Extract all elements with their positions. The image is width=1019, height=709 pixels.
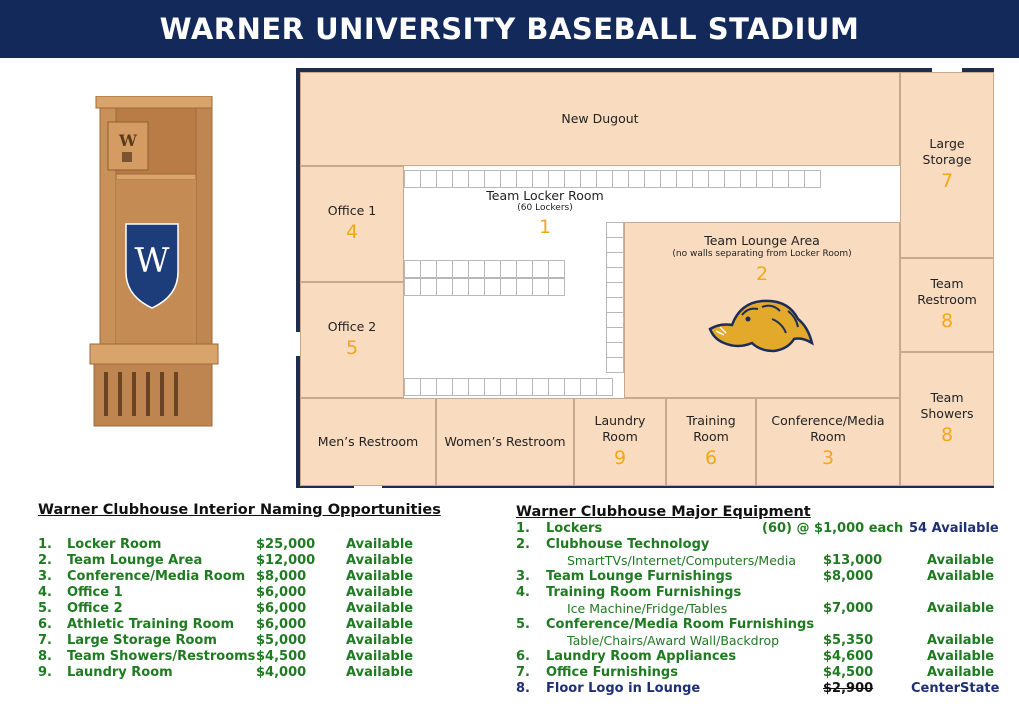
room-new-dugout [300, 72, 900, 166]
naming-price: $6,000 [256, 617, 307, 632]
naming-number: 1. [38, 537, 52, 552]
naming-number: 8. [38, 649, 52, 664]
equipment-status: Available [927, 601, 995, 616]
floor-plan [296, 68, 994, 488]
room-office-2 [300, 282, 404, 398]
naming-price: $6,000 [256, 585, 307, 600]
locker-row-middle-lower [404, 278, 574, 296]
room-number: 8 [940, 310, 954, 333]
room-office-1 [300, 166, 404, 282]
equipment-status: Available [927, 633, 995, 648]
naming-number: 7. [38, 633, 52, 648]
svg-text:W: W [119, 131, 137, 150]
equipment-number: 3. [516, 569, 530, 584]
naming-room: Athletic Training Room [67, 617, 235, 632]
room-laundry [574, 398, 666, 486]
room-label: Storage [922, 151, 972, 167]
room-label: Training Room [686, 413, 736, 444]
room-mens-restroom [300, 398, 436, 486]
equipment-status: CenterState [911, 681, 1000, 696]
equipment-name: Laundry Room Appliances [546, 649, 737, 664]
room-large-storage [900, 72, 994, 258]
locker-row-middle-upper [404, 260, 574, 278]
naming-room: Conference/Media Room [67, 569, 246, 584]
naming-title: Warner Clubhouse Interior Naming Opportunities [38, 502, 441, 518]
room-number: 4 [345, 221, 359, 244]
lion-logo [702, 289, 822, 359]
equipment-status: Available [927, 553, 995, 568]
equipment-number: 8. [516, 681, 530, 696]
naming-price: $6,000 [256, 601, 307, 616]
naming-price: $4,000 [256, 665, 307, 680]
equipment-price: $8,000 [823, 569, 874, 584]
room-number: 1 [538, 216, 552, 238]
title-banner [0, 0, 1019, 58]
equipment-detail: (60) @ $1,000 each [762, 521, 904, 536]
naming-status: Available [346, 633, 414, 648]
equipment-name: Clubhouse Technology [546, 537, 710, 552]
equipment-price: $4,500 [823, 665, 874, 680]
locker-illustration [86, 96, 222, 436]
equipment-number: 6. [516, 649, 530, 664]
naming-status: Available [346, 569, 414, 584]
room-number: 7 [940, 170, 954, 193]
equipment-price: $13,000 [823, 553, 883, 568]
equipment-price: $4,600 [823, 649, 874, 664]
equipment-name: Floor Logo in Lounge [546, 681, 701, 696]
naming-price: $5,000 [256, 633, 307, 648]
svg-text:W: W [134, 241, 170, 281]
naming-status: Available [346, 649, 414, 664]
page-title: WARNER UNIVERSITY BASEBALL STADIUM [159, 12, 860, 46]
equipment-name: Team Lounge Furnishings [546, 569, 733, 584]
naming-room: Large Storage Room [67, 633, 217, 648]
room-number: 8 [940, 424, 954, 447]
room-label: Large [929, 136, 965, 151]
naming-room: Team Showers/Restrooms [67, 649, 256, 664]
naming-price: $25,000 [256, 537, 316, 552]
room-label: Women’s Restroom [444, 434, 566, 450]
naming-status: Available [346, 537, 414, 552]
naming-room: Office 1 [67, 585, 123, 600]
naming-price: $4,500 [256, 649, 307, 664]
naming-status: Available [346, 665, 414, 680]
equipment-name: Training Room Furnishings [546, 585, 742, 600]
naming-status: Available [346, 553, 414, 568]
room-label: Conference/Media Room [771, 413, 885, 444]
naming-number: 4. [38, 585, 52, 600]
locker-row-bottom [404, 378, 624, 396]
room-conference-media [756, 398, 900, 486]
room-label: Team [930, 276, 964, 291]
naming-room: Office 2 [67, 601, 123, 616]
equipment-name: Office Furnishings [546, 665, 678, 680]
room-team-restroom [900, 258, 994, 352]
room-team-showers [900, 352, 994, 486]
equipment-status: Available [927, 649, 995, 664]
equipment-price: $2,900 [823, 681, 874, 696]
room-note: (no walls separating from Locker Room) [672, 248, 852, 259]
room-label: Men’s Restroom [317, 434, 419, 450]
room-label: Team Lounge Area [704, 233, 820, 248]
equipment-number: 2. [516, 537, 530, 552]
naming-status: Available [346, 601, 414, 616]
naming-number: 5. [38, 601, 52, 616]
room-label: New Dugout [561, 111, 639, 127]
naming-status: Available [346, 617, 414, 632]
room-number: 3 [821, 447, 835, 470]
naming-room: Team Lounge Area [67, 553, 203, 568]
naming-price: $8,000 [256, 569, 307, 584]
room-label: Team [930, 390, 964, 405]
equipment-sub: Table/Chairs/Award Wall/Backdrop [567, 633, 780, 648]
room-team-lounge [624, 222, 900, 398]
room-number: 2 [755, 262, 769, 285]
room-note: (60 Lockers) [517, 203, 573, 213]
equipment-price: $7,000 [823, 601, 874, 616]
room-label: Team Locker Room [486, 188, 604, 203]
room-label: Restroom [917, 291, 977, 307]
equipment-title: Warner Clubhouse Major Equipment [516, 504, 811, 520]
door-opening [296, 332, 300, 356]
room-womens-restroom [436, 398, 574, 486]
room-number: 6 [704, 447, 718, 470]
equipment-price: $5,350 [823, 633, 874, 648]
room-label: Office 1 [327, 202, 377, 218]
equipment-sub: Ice Machine/Fridge/Tables [567, 601, 728, 616]
room-number: 9 [613, 447, 627, 470]
room-training [666, 398, 756, 486]
equipment-sub: SmartTVs/Internet/Computers/Media [567, 553, 796, 568]
locker-row-top [404, 170, 846, 188]
room-label: Showers [920, 405, 974, 421]
naming-room: Locker Room [67, 537, 162, 552]
door-opening [994, 84, 998, 112]
equipment-number: 1. [516, 521, 530, 536]
locker-room-label [460, 188, 630, 238]
naming-number: 9. [38, 665, 52, 680]
naming-room: Laundry Room [67, 665, 173, 680]
door-opening [932, 68, 962, 72]
equipment-status: Available [927, 569, 995, 584]
room-label: Laundry Room [594, 413, 646, 444]
equipment-status: Available [927, 665, 995, 680]
room-number: 5 [345, 337, 359, 360]
naming-number: 6. [38, 617, 52, 632]
equipment-name: Lockers [546, 521, 603, 536]
equipment-number: 7. [516, 665, 530, 680]
equipment-number: 4. [516, 585, 530, 600]
room-label: Office 2 [327, 318, 377, 334]
locker-column-right [606, 222, 624, 382]
equipment-number: 5. [516, 617, 530, 632]
naming-number: 2. [38, 553, 52, 568]
naming-status: Available [346, 585, 414, 600]
equipment-name: Conference/Media Room Furnishings [546, 617, 815, 632]
naming-number: 3. [38, 569, 52, 584]
door-opening [354, 486, 382, 490]
naming-price: $12,000 [256, 553, 316, 568]
equipment-status: 54 Available [909, 521, 999, 536]
